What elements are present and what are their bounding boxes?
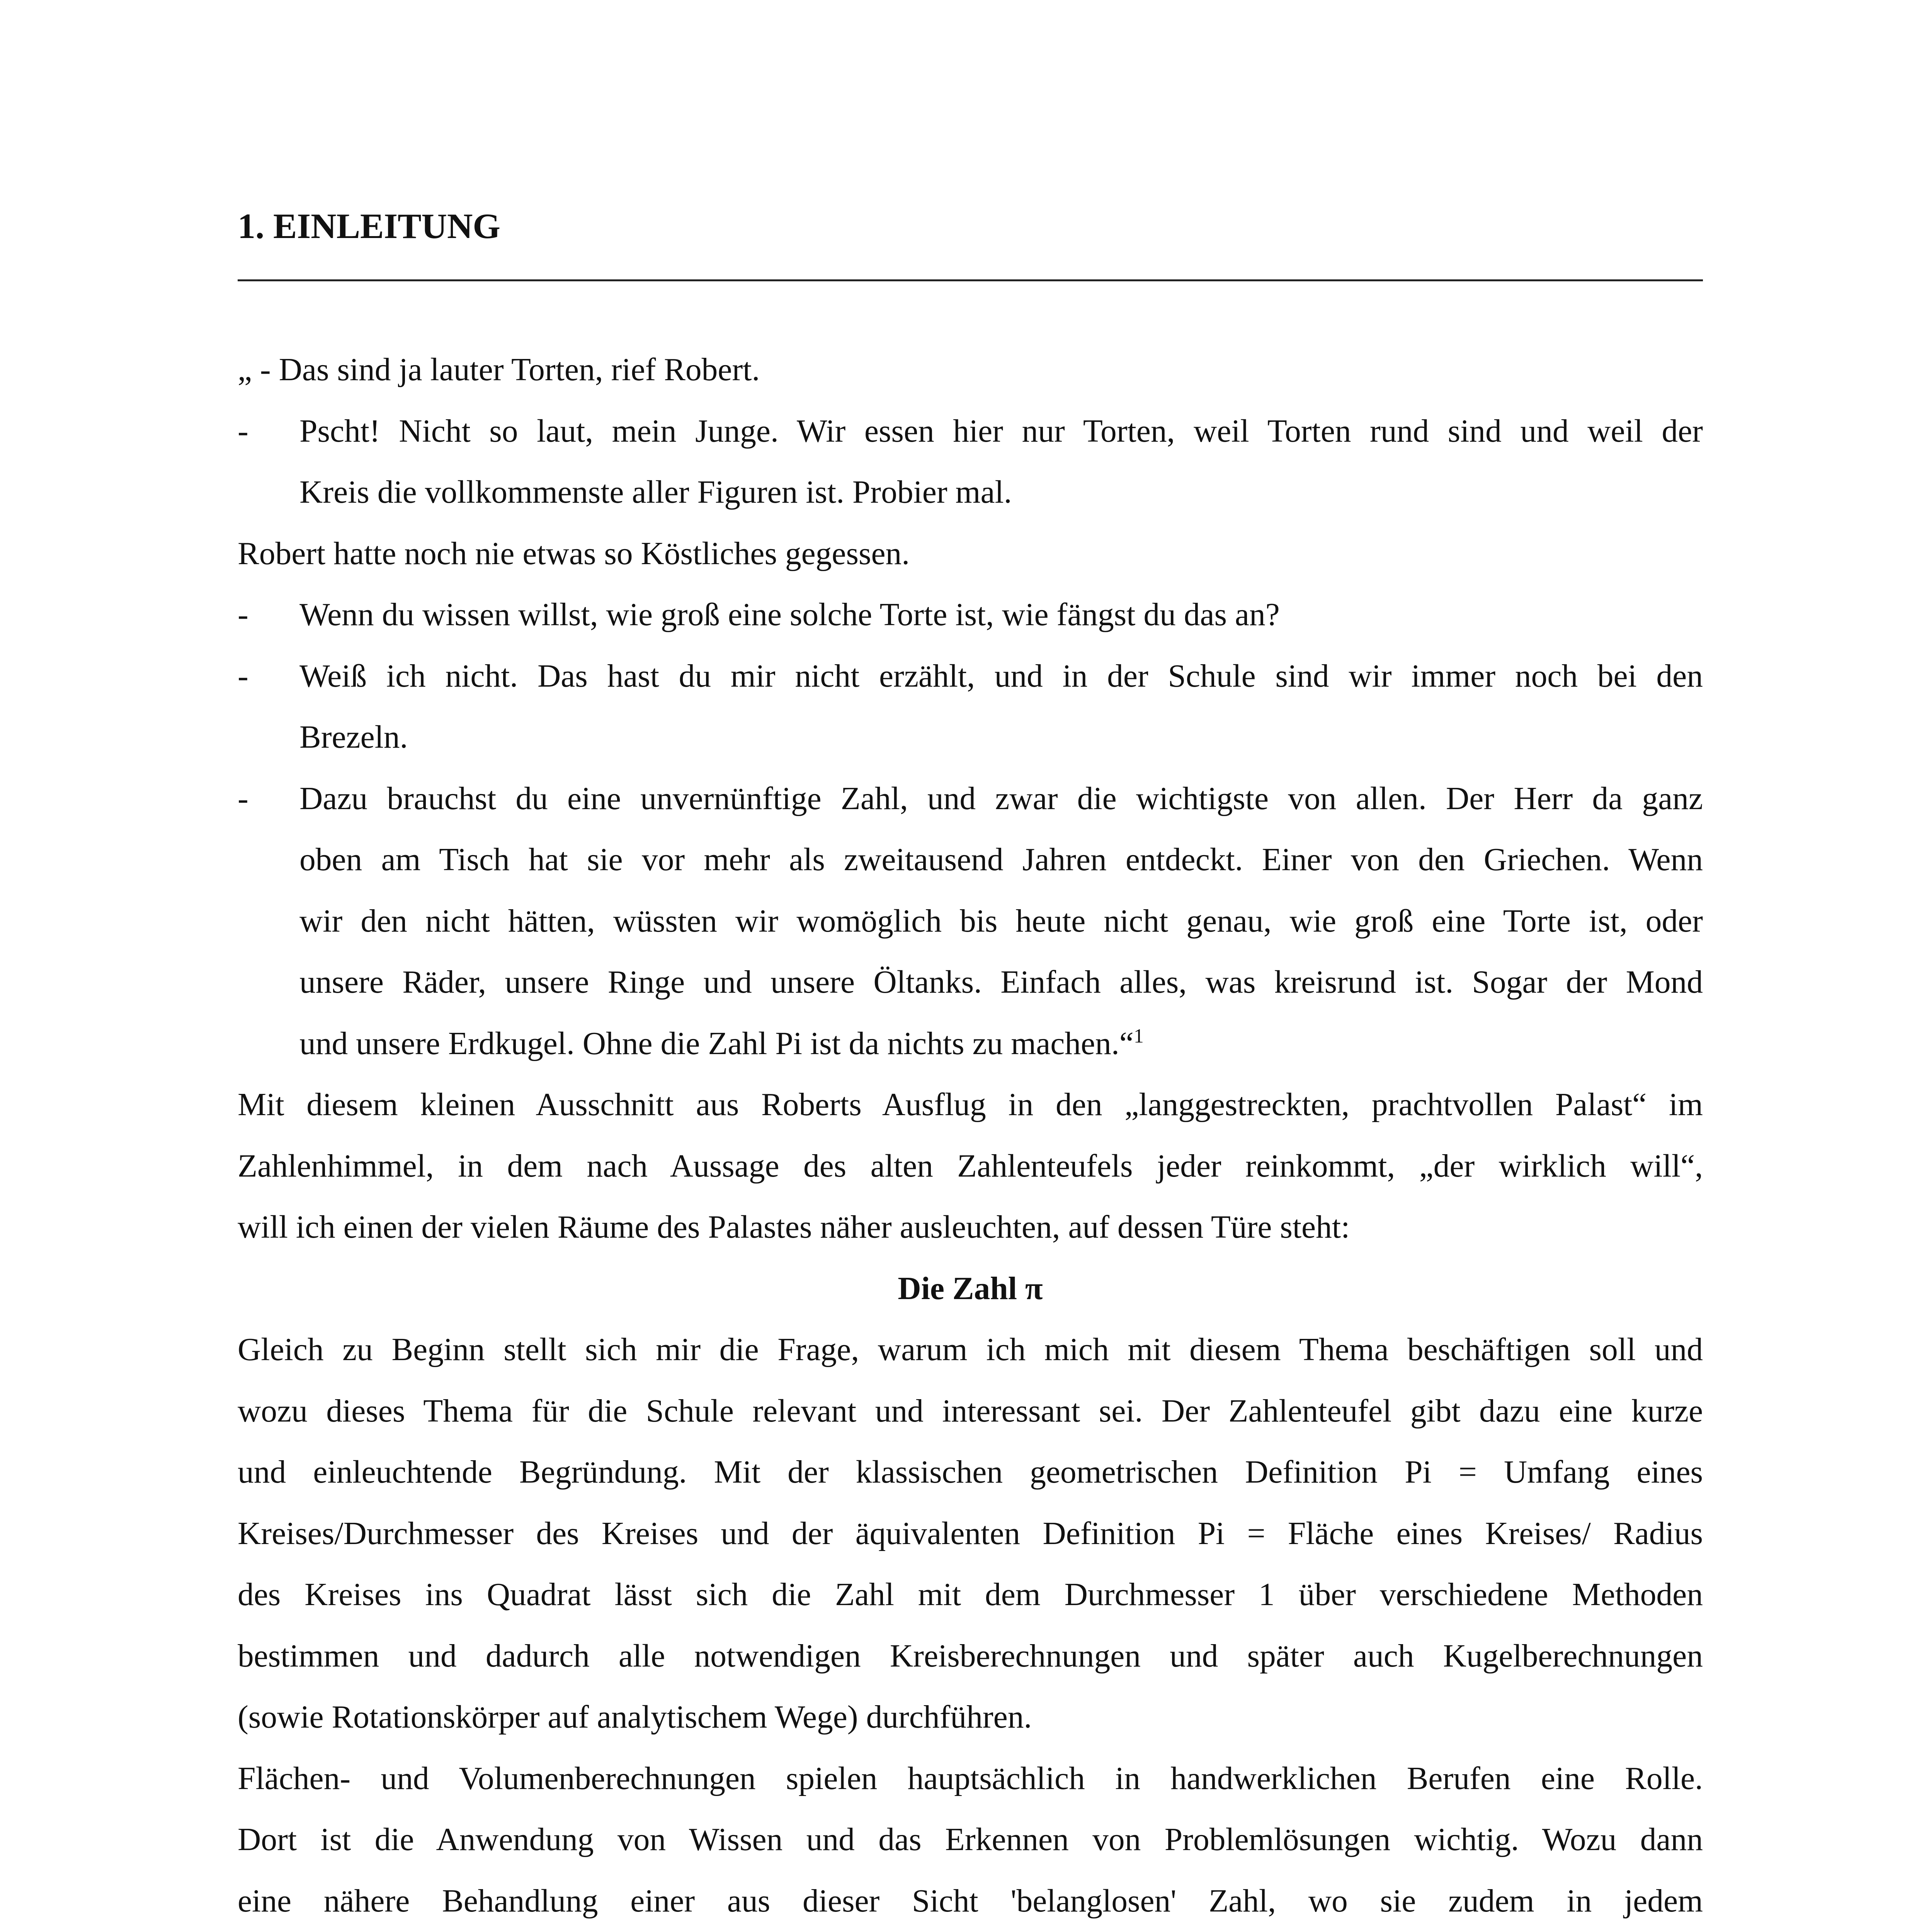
body-text: [238, 339, 1703, 1932]
text-line: [238, 1748, 1703, 1810]
line-text: Dort ist die Anwendung von Wissen und das Erkennen von Problemlösungen wichtig. Wozu dann: [238, 1822, 1703, 1857]
line-text: wozu dieses Thema für die Schule relevant und interessant sei. Der Zahlenteufel gibt dazu eine kurze: [238, 1393, 1703, 1429]
dialogue-dash: -: [238, 597, 248, 633]
text-line: [238, 1809, 1703, 1871]
line-text: Die Zahl π: [898, 1270, 1043, 1306]
line-text: oben am Tisch hat sie vor mehr als zweitausend Jahren entdeckt. Einer von den Griechen. Wenn: [299, 842, 1703, 878]
text-line: [238, 1503, 1703, 1565]
line-text: Kreises/Durchmesser des Kreises und der äquivalenten Definition Pi = Fläche eines Kreises/ Radius: [238, 1515, 1703, 1551]
text-line: [238, 1687, 1703, 1748]
text-line: [238, 339, 1703, 401]
section-heading: 1. EINLEITUNG: [238, 206, 500, 246]
line-text: Zahlenhimmel, in dem nach Aussage des alten Zahlenteufels jeder reinkommt, „der wirklich will“,: [238, 1148, 1703, 1184]
line-text: (sowie Rotationskörper auf analytischem Wege) durchführen.: [238, 1699, 1032, 1735]
text-line: [238, 707, 1703, 768]
line-text: Mit diesem kleinen Ausschnitt aus Roberts Ausflug in den „langgestreckten, prachtvollen Palast“ im: [238, 1087, 1703, 1122]
text-line: [238, 1871, 1703, 1932]
text-line: [238, 1564, 1703, 1626]
line-text: „ - Das sind ja lauter Torten, rief Robert.: [238, 352, 760, 388]
line-text: und unsere Erdkugel. Ohne die Zahl Pi ist da nichts zu machen.“: [299, 1026, 1134, 1061]
line-text: wir den nicht hätten, wüssten wir womöglich bis heute nicht genau, wie groß eine Torte ist, oder: [299, 903, 1703, 939]
text-line: [238, 462, 1703, 523]
text-line: [238, 829, 1703, 891]
dialogue-dash: -: [238, 781, 248, 816]
line-text: bestimmen und dadurch alle notwendigen Kreisberechnungen und später auch Kugelberechnungen: [238, 1638, 1703, 1674]
text-line: [238, 646, 1703, 707]
heading-rule: [238, 279, 1703, 281]
line-text: Wenn du wissen willst, wie groß eine solche Torte ist, wie fängst du das an?: [299, 597, 1280, 633]
line-text: Gleich zu Beginn stellt sich mir die Frage, warum ich mich mit diesem Thema beschäftigen soll und: [238, 1332, 1703, 1367]
text-line: [238, 1258, 1703, 1320]
text-line: [238, 1626, 1703, 1687]
text-line: [238, 584, 1703, 646]
footnote-reference: 1: [1133, 1025, 1144, 1047]
line-text: will ich einen der vielen Räume des Palastes näher ausleuchten, auf dessen Türe steht:: [238, 1209, 1350, 1245]
text-line: [238, 1381, 1703, 1442]
text-line: [238, 891, 1703, 952]
text-line: [238, 1074, 1703, 1136]
text-line: [238, 1197, 1703, 1258]
text-line: [238, 523, 1703, 585]
text-line: [238, 401, 1703, 462]
line-text: Flächen- und Volumenberechnungen spielen hauptsächlich in handwerklichen Berufen eine Rolle.: [238, 1760, 1703, 1796]
line-text: Brezeln.: [299, 719, 408, 755]
text-line: [238, 1136, 1703, 1197]
text-line: [238, 952, 1703, 1013]
line-text: Dazu brauchst du eine unvernünftige Zahl, und zwar die wichtigste von allen. Der Herr da ganz: [299, 781, 1703, 816]
line-text: des Kreises ins Quadrat lässt sich die Zahl mit dem Durchmesser 1 über verschiedene Methoden: [238, 1577, 1703, 1612]
text-line: [238, 1013, 1703, 1075]
text-line: [238, 1319, 1703, 1381]
line-text: Kreis die vollkommenste aller Figuren ist. Probier mal.: [299, 474, 1012, 510]
line-text: und einleuchtende Begründung. Mit der klassischen geometrischen Definition Pi = Umfang eines: [238, 1454, 1703, 1490]
text-line: [238, 768, 1703, 830]
line-text: Robert hatte noch nie etwas so Köstliches gegessen.: [238, 536, 910, 571]
line-text: Pscht! Nicht so laut, mein Junge. Wir essen hier nur Torten, weil Torten rund sind und weil der: [299, 413, 1703, 449]
dialogue-dash: -: [238, 413, 248, 449]
line-text: Weiß ich nicht. Das hast du mir nicht erzählt, und in der Schule sind wir immer noch bei den: [299, 658, 1703, 694]
dialogue-dash: -: [238, 658, 248, 694]
line-text: eine nähere Behandlung einer aus dieser Sicht 'belanglosen' Zahl, wo sie zudem in jedem: [238, 1883, 1703, 1919]
line-text: unsere Räder, unsere Ringe und unsere Öltanks. Einfach alles, was kreisrund ist. Sogar der Mond: [299, 964, 1703, 1000]
text-line: [238, 1442, 1703, 1503]
